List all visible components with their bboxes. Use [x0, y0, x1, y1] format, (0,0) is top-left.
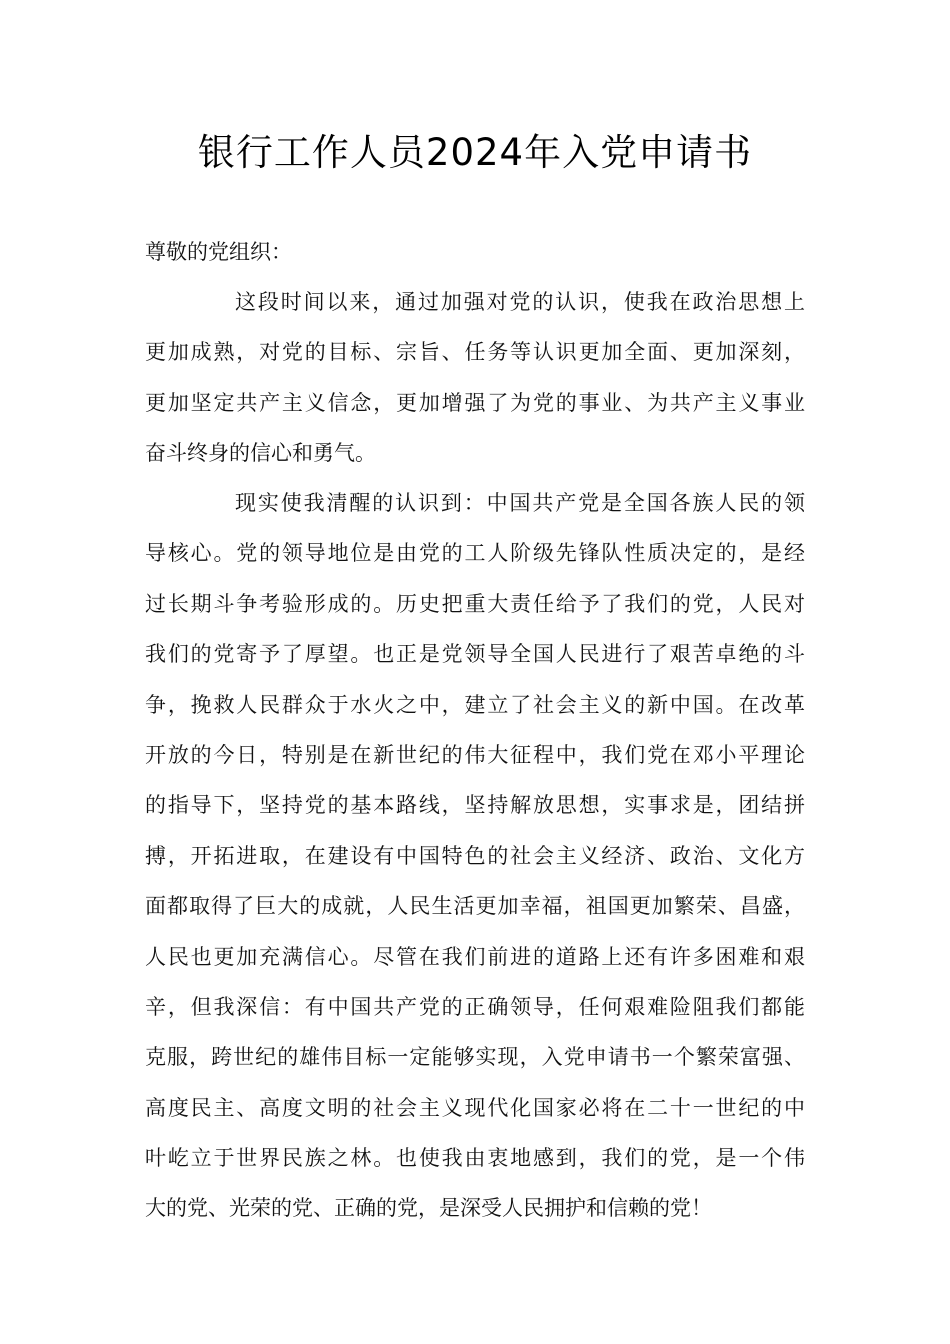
- paragraph-line: 争，挽救人民群众于水火之中，建立了社会主义的新中国。在改革: [145, 692, 805, 717]
- paragraph-line: 面都取得了巨大的成就，人民生活更加幸福，祖国更加繁荣、昌盛，: [145, 894, 805, 919]
- salutation: 尊敬的党组织：: [145, 240, 292, 264]
- paragraph-line: 更加成熟，对党的目标、宗旨、任务等认识更加全面、更加深刻，: [145, 340, 805, 365]
- paragraph-line: 的指导下，坚持党的基本路线，坚持解放思想，实事求是，团结拼: [145, 793, 805, 818]
- paragraph-line: 大的党、光荣的党、正确的党，是深受人民拥护和信赖的党！: [145, 1196, 712, 1221]
- paragraph-line: 这段时间以来，通过加强对党的认识，使我在政治思想上: [235, 290, 805, 314]
- paragraph-line: 搏，开拓进取，在建设有中国特色的社会主义经济、政治、文化方: [145, 843, 805, 868]
- paragraph-line: 奋斗终身的信心和勇气。: [145, 441, 376, 466]
- paragraph-line: 人民也更加充满信心。尽管在我们前进的道路上还有许多困难和艰: [145, 944, 805, 969]
- paragraph-line: 叶屹立于世界民族之林。也使我由衷地感到，我们的党，是一个伟: [145, 1146, 805, 1171]
- paragraph-line: 过长期斗争考验形成的。历史把重大责任给予了我们的党，人民对: [145, 591, 805, 616]
- paragraph-line: 现实使我清醒的认识到：中国共产党是全国各族人民的领: [235, 491, 805, 515]
- paragraph-line: 导核心。党的领导地位是由党的工人阶级先锋队性质决定的，是经: [145, 541, 805, 566]
- paragraph-line: 我们的党寄予了厚望。也正是党领导全国人民进行了艰苦卓绝的斗: [145, 642, 805, 667]
- paragraph-line: 更加坚定共产主义信念，更加增强了为党的事业、为共产主义事业: [145, 390, 805, 415]
- paragraph-line: 克服，跨世纪的雄伟目标一定能够实现，入党申请书一个繁荣富强、: [145, 1045, 805, 1070]
- paragraph-line: 辛，但我深信：有中国共产党的正确领导，任何艰难险阻我们都能: [145, 994, 805, 1019]
- paragraph-line: 开放的今日，特别是在新世纪的伟大征程中，我们党在邓小平理论: [145, 742, 805, 767]
- paragraph-2: [145, 485, 805, 1241]
- paragraph-1: [145, 284, 805, 486]
- document-title: 银行工作人员2024年入党申请书: [197, 131, 753, 174]
- paragraph-line: 高度民主、高度文明的社会主义现代化国家必将在二十一世纪的中: [145, 1095, 805, 1120]
